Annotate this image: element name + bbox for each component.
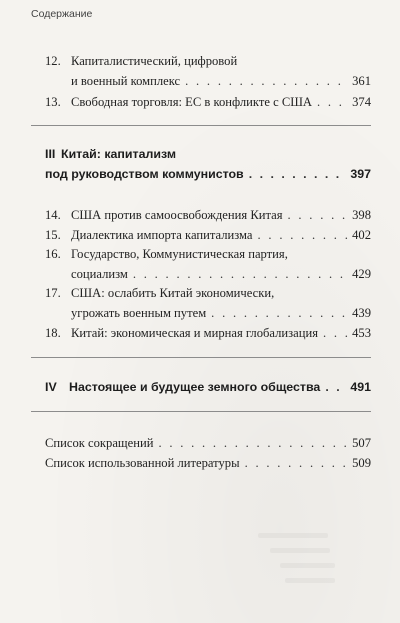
chapter-title-line: угрожать военным путем: [71, 306, 207, 320]
chapter-number: 16.: [45, 247, 61, 261]
leader-dots: [258, 227, 349, 243]
leader-dots: [325, 379, 346, 396]
page-number: 509: [352, 456, 371, 470]
page-number: 491: [350, 380, 371, 394]
page-number: 507: [352, 436, 371, 450]
leader-dots: [249, 166, 347, 183]
chapter-number: 12.: [45, 54, 61, 68]
leader-dots: [133, 266, 348, 282]
page-number: 429: [352, 267, 371, 281]
section-divider: [31, 125, 371, 126]
chapter-number: 14.: [45, 208, 61, 222]
back-matter-title: Список сокращений: [45, 436, 154, 450]
chapter-title-line: Китай: экономическая и мирная глобализация: [71, 326, 318, 340]
show-through-mark: [270, 548, 330, 553]
chapter-title-line: США: ослабить Китай экономически,: [71, 286, 275, 300]
page-number: 374: [352, 95, 371, 109]
back-matter-title: Список использованной литературы: [45, 456, 240, 470]
leader-dots: [317, 94, 348, 110]
page-number: 398: [352, 208, 371, 222]
page-number: 397: [350, 167, 371, 181]
chapter-title-line: США против самоосвобождения Китая: [71, 208, 283, 222]
part-numeral: III: [45, 147, 56, 161]
page-number: 402: [352, 228, 371, 242]
chapter-title-line: Диалектика импорта капитализма: [71, 228, 253, 242]
page-number: 361: [352, 74, 371, 88]
show-through-mark: [280, 563, 335, 568]
leader-dots: [245, 455, 349, 471]
chapter-title-line: социализм: [71, 267, 128, 281]
page-number: 453: [352, 326, 371, 340]
chapter-number: 18.: [45, 326, 61, 340]
part-numeral: IV: [45, 380, 57, 394]
chapter-title-line: Государство, Коммунистическая партия,: [71, 247, 288, 261]
part-title-line: Китай: капитализм: [61, 147, 176, 161]
show-through-mark: [285, 578, 335, 583]
page-number: 439: [352, 306, 371, 320]
leader-dots: [158, 435, 348, 451]
section-divider: [31, 357, 371, 358]
running-head: Содержание: [31, 8, 93, 20]
leader-dots: [211, 305, 348, 321]
part-title-line: под руководством коммунистов: [45, 167, 244, 181]
chapter-title-line: Свободная торговля: ЕС в конфликте с США: [71, 95, 313, 109]
leader-dots: [185, 73, 348, 89]
show-through-mark: [258, 533, 328, 538]
chapter-number: 13.: [45, 95, 61, 109]
chapter-title-line: и военный комплекс: [71, 74, 181, 88]
leader-dots: [288, 207, 349, 223]
chapter-number: 15.: [45, 228, 61, 242]
leader-dots: [323, 325, 348, 341]
section-divider: [31, 411, 371, 412]
chapter-number: 17.: [45, 286, 61, 300]
part-title-line: Настоящее и будущее земного общества: [69, 380, 321, 394]
chapter-title-line: Капиталистический, цифровой: [71, 54, 238, 68]
